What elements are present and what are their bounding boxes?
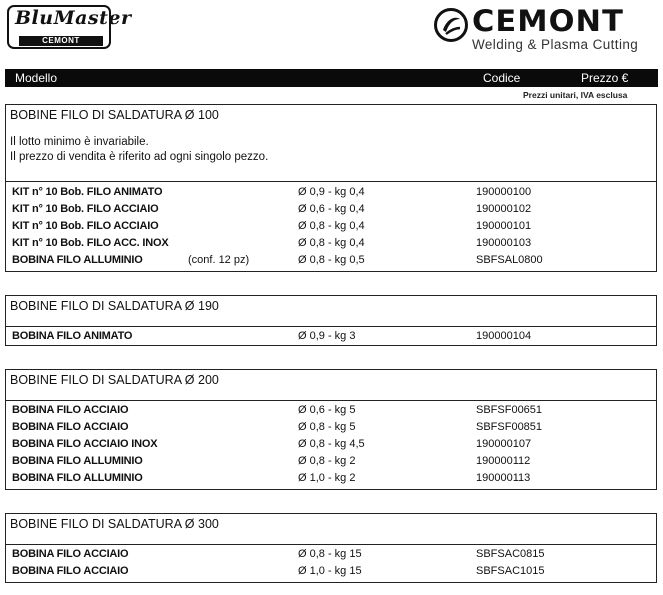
section-description [10, 135, 268, 165]
section-divider [6, 181, 656, 182]
section-190 [5, 295, 657, 346]
product-spec: Ø 0,9 - kg 3 [298, 330, 356, 342]
header-code: Codice [483, 71, 521, 85]
section-divider [6, 400, 656, 401]
product-name: KIT n° 10 Bob. FILO ACCIAIO [12, 220, 159, 232]
product-code: 190000102 [476, 203, 532, 215]
product-spec: Ø 0,8 - kg 4,5 [298, 438, 365, 450]
table-row [6, 201, 656, 218]
product-note: (conf. 12 pz) [188, 254, 250, 266]
table-row [6, 436, 656, 453]
product-name: KIT n° 10 Bob. FILO ACCIAIO [12, 203, 159, 215]
product-name: BOBINA FILO ANIMATO [12, 330, 133, 342]
product-name: KIT n° 10 Bob. FILO ANIMATO [12, 186, 163, 198]
product-code: 190000113 [476, 472, 531, 484]
section-300 [5, 513, 657, 583]
product-spec: Ø 0,8 - kg 2 [298, 455, 356, 467]
product-code: 190000103 [476, 237, 532, 249]
blumaster-logo [7, 5, 132, 49]
product-spec: Ø 0,8 - kg 15 [298, 548, 362, 560]
section-100 [5, 104, 657, 272]
table-row [6, 218, 656, 235]
section-title: BOBINE FILO DI SALDATURA Ø 200 [10, 373, 219, 387]
product-name: BOBINA FILO ACCIAIO [12, 548, 129, 560]
cemont-swirl-icon [434, 8, 468, 42]
section-title: BOBINE FILO DI SALDATURA Ø 190 [10, 299, 219, 313]
product-name: BOBINA FILO ACCIAIO [12, 404, 129, 416]
product-spec: Ø 1,0 - kg 2 [298, 472, 356, 484]
cemont-logo [434, 5, 649, 53]
product-code: SBFSAC1015 [476, 565, 545, 577]
product-spec: Ø 0,8 - kg 0,5 [298, 254, 365, 266]
header-price: Prezzo € [581, 71, 629, 85]
section-title: BOBINE FILO DI SALDATURA Ø 300 [10, 517, 219, 531]
product-code: SBFSAC0815 [476, 548, 545, 560]
product-name: BOBINA FILO ACCIAIO INOX [12, 438, 158, 450]
table-row [6, 402, 656, 419]
product-code: 190000107 [476, 438, 532, 450]
product-spec: Ø 0,8 - kg 0,4 [298, 237, 365, 249]
section-title: BOBINE FILO DI SALDATURA Ø 100 [10, 108, 219, 122]
table-row [6, 184, 656, 201]
price-note: Prezzi unitari, IVA esclusa [523, 90, 628, 100]
section-divider [6, 544, 656, 545]
product-code: SBFSF00851 [476, 421, 543, 433]
product-name: BOBINA FILO ALLUMINIO [12, 455, 143, 467]
product-name: KIT n° 10 Bob. FILO ACC. INOX [12, 237, 169, 249]
table-row [6, 252, 656, 269]
section-divider [6, 326, 656, 327]
cemont-tagline: Welding & Plasma Cutting [472, 37, 639, 52]
product-code: 190000101 [476, 220, 532, 232]
product-code: SBFSF00651 [476, 404, 543, 416]
blumaster-logo-sub: CEMONT [19, 36, 103, 46]
product-code: 190000112 [476, 455, 531, 467]
header-model: Modello [15, 71, 58, 85]
product-spec: Ø 0,6 - kg 0,4 [298, 203, 365, 215]
cemont-brand: CEMONT [472, 4, 624, 38]
description-line: Il lotto minimo è invariabile. [10, 136, 149, 148]
table-row [6, 235, 656, 252]
table-row [6, 470, 656, 487]
product-code: 190000100 [476, 186, 532, 198]
product-code: 190000104 [476, 330, 532, 342]
product-spec: Ø 0,8 - kg 0,4 [298, 220, 365, 232]
product-spec: Ø 0,6 - kg 5 [298, 404, 356, 416]
table-row [6, 419, 656, 436]
product-spec: Ø 0,8 - kg 5 [298, 421, 356, 433]
description-line: Il prezzo di vendita è riferito ad ogni singolo pezzo. [10, 151, 269, 163]
table-row [6, 563, 656, 580]
table-header [5, 69, 658, 87]
blumaster-logo-text: BluMaster [15, 7, 132, 29]
product-code: SBFSAL0800 [476, 254, 543, 266]
product-name: BOBINA FILO ALLUMINIO [12, 254, 143, 266]
product-name: BOBINA FILO ACCIAIO [12, 421, 129, 433]
product-name: BOBINA FILO ALLUMINIO [12, 472, 143, 484]
section-200 [5, 369, 657, 490]
table-row [6, 328, 656, 345]
product-spec: Ø 0,9 - kg 0,4 [298, 186, 365, 198]
product-name: BOBINA FILO ACCIAIO [12, 565, 129, 577]
table-row [6, 453, 656, 470]
table-row [6, 546, 656, 563]
product-spec: Ø 1,0 - kg 15 [298, 565, 362, 577]
